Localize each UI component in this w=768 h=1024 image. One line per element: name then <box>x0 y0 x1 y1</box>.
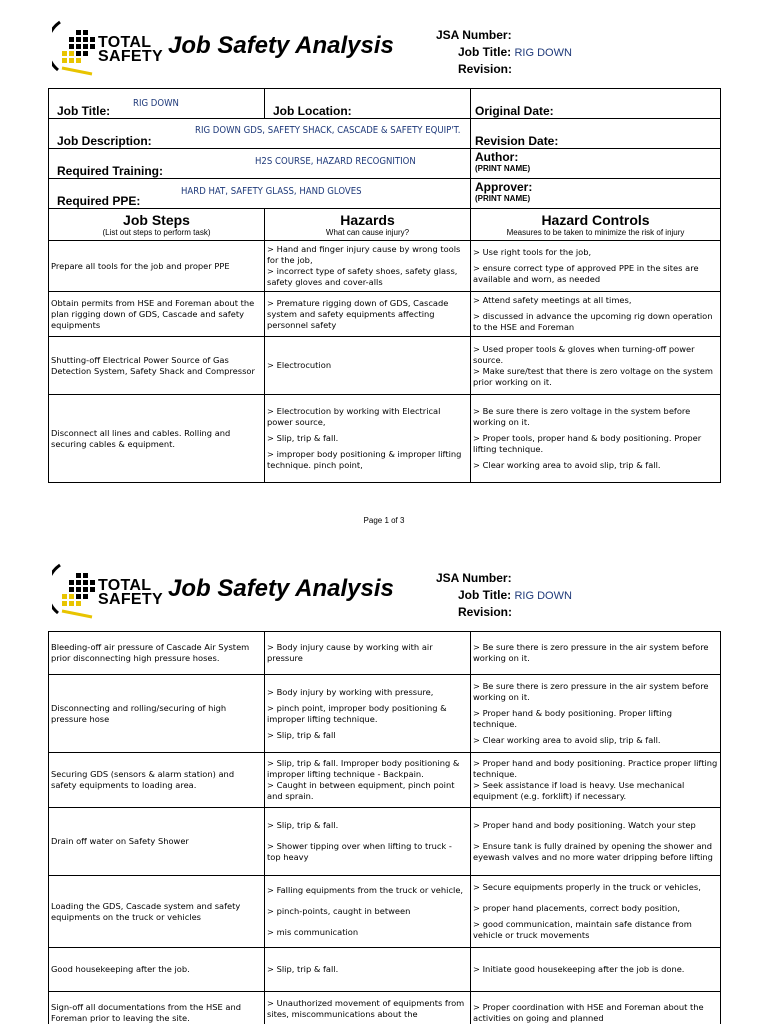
document-title: Job Safety Analysis <box>168 575 394 602</box>
hazard-item: > Electrocution <box>267 360 332 370</box>
hazards-cell <box>265 632 471 675</box>
hazard-controls-subheading: Measures to be taken to minimize the risk of injury <box>506 228 685 237</box>
hazards-cell <box>265 753 471 808</box>
required-training-value: H2S COURSE, HAZARD RECOGNITION <box>255 156 416 167</box>
job-step-cell: Securing GDS (sensors & alarm station) and safety equipments to loading area. <box>49 753 265 808</box>
hazard-item: > Premature rigging down of GDS, Cascade system and safety equipments affecting personnel safety <box>267 297 449 330</box>
hazard-item: > Electrocution by working with Electrical power source, <box>267 406 441 427</box>
control-item: > Clear working area to avoid slip, trip & fall. <box>473 735 661 745</box>
control-item: > Used proper tools & gloves when turning-off power source. <box>473 343 695 365</box>
controls-cell <box>471 395 721 483</box>
header-job-title-value: RIG DOWN <box>514 47 572 59</box>
hazards-cell <box>265 876 471 948</box>
control-item: > Proper tools, proper hand & body positioning. Proper lifting technique. <box>473 433 702 454</box>
jsa-number-label: JSA Number: <box>436 28 512 42</box>
hazard-item: > Slip, trip & fall. <box>267 820 339 830</box>
control-item: > Proper hand and body positioning. Watch your step <box>473 820 696 830</box>
header-job-title-label: Job Title: <box>458 45 512 59</box>
hazards-cell <box>265 948 471 992</box>
original-date-cell <box>471 89 721 119</box>
author-label: Author: <box>475 150 519 164</box>
required-training-cell <box>49 149 471 179</box>
logo-emblem-icon <box>52 559 100 619</box>
hazards-cell <box>265 292 471 337</box>
hazards-cell <box>265 675 471 753</box>
required-ppe-cell <box>49 179 471 209</box>
job-title-label: Job Title: <box>57 104 111 118</box>
control-item: > Proper hand & body positioning. Proper lifting technique. <box>473 708 672 729</box>
hazard-controls-heading: Hazard Controls <box>541 212 650 228</box>
hazard-item: > Slip, trip & fall <box>267 729 336 740</box>
table-row <box>49 992 721 1024</box>
hazard-item: > Caught in between equipment, pinch point and sprain. <box>267 780 455 801</box>
control-item: > discussed in advance the upcoming rig down operation to the HSE and Foreman <box>473 311 713 332</box>
required-training-label: Required Training: <box>57 164 164 178</box>
control-item: > Be sure there is zero pressure in the air system before working on it. <box>473 681 709 702</box>
control-item: > Be sure there is zero voltage in the system before working on it. <box>473 406 691 427</box>
page-number: Page 1 of 3 <box>363 516 405 525</box>
hazard-item: > pinch point, improper body positioning & improper lifting technique. <box>267 702 447 724</box>
job-description-value: RIG DOWN GDS, SAFETY SHACK, CASCADE & SAFETY EQUIP'T. <box>195 125 461 136</box>
controls-cell <box>471 292 721 337</box>
hazard-item: > Shower tipping over when lifting to truck - top heavy <box>267 841 452 862</box>
hazard-controls-header <box>471 209 721 241</box>
hazard-item: > improper body positioning & improper lifting technique. pinch point, <box>267 449 462 470</box>
revision-date-label: Revision Date: <box>475 134 559 148</box>
approver-label: Approver: <box>475 180 533 194</box>
header-job-title <box>458 588 572 602</box>
control-item: > Ensure tank is fully drained by opening the shower and eyewash valves and no more water dripping before lifting <box>473 841 713 862</box>
controls-cell <box>471 876 721 948</box>
table-row <box>49 876 721 948</box>
control-item: > ensure correct type of approved PPE in the sites are available and worn, as needed <box>473 263 699 284</box>
hazard-item: > Hand and finger injury cause by wrong tools for the job, <box>267 244 461 265</box>
job-info-table <box>48 88 721 209</box>
job-title-cell <box>49 89 265 119</box>
control-item: > Attend safety meetings at all times, <box>473 295 632 305</box>
hazard-item: > Falling equipments from the truck or vehicle, <box>267 885 464 895</box>
table-row <box>49 337 721 395</box>
hazards-header <box>265 209 471 241</box>
revision-date-cell <box>471 119 721 149</box>
table-row <box>49 808 721 876</box>
job-step-cell: Prepare all tools for the job and proper PPE <box>49 241 265 292</box>
hazard-item: > Slip, trip & fall. <box>267 964 339 974</box>
hazard-item: > Body injury by working with pressure, <box>267 686 434 697</box>
table-row <box>49 948 721 992</box>
control-item: > Proper coordination with HSE and Foreman about the activities on going and planned <box>473 1002 704 1023</box>
hazards-cell <box>265 992 471 1024</box>
table-row <box>49 675 721 753</box>
job-steps-subheading: (List out steps to perform task) <box>102 228 211 237</box>
jsa-table-page-1 <box>48 208 721 483</box>
total-safety-logo <box>48 557 163 627</box>
author-cell <box>471 149 721 179</box>
hazards-cell <box>265 395 471 483</box>
job-step-cell: Shutting-off Electrical Power Source of Gas Detection System, Safety Shack and Compressor <box>49 337 265 395</box>
control-item: > Make sure/test that there is zero voltage on the system prior working on it. <box>473 365 713 387</box>
approver-cell <box>471 179 721 209</box>
job-location-cell <box>265 89 471 119</box>
controls-cell <box>471 948 721 992</box>
controls-cell <box>471 675 721 753</box>
hazards-cell <box>265 241 471 292</box>
job-steps-header <box>49 209 265 241</box>
controls-cell <box>471 337 721 395</box>
table-row <box>49 395 721 483</box>
hazard-item: > Slip, trip & fall. <box>267 433 339 443</box>
job-steps-heading: Job Steps <box>123 212 190 228</box>
job-step-cell: Loading the GDS, Cascade system and safety equipments on the truck or vehicles <box>49 876 265 948</box>
hazards-cell <box>265 808 471 876</box>
job-description-label: Job Description: <box>57 134 152 148</box>
job-location-label: Job Location: <box>273 104 352 118</box>
hazard-item: > pinch-points, caught in between <box>267 906 411 916</box>
job-step-cell: Obtain permits from HSE and Foreman about the plan rigging down of GDS, Cascade and safety equipments <box>49 292 265 337</box>
hazard-item: > Body injury cause by working with air pressure <box>267 642 433 663</box>
controls-cell <box>471 753 721 808</box>
logo-text-safety: SAFETY <box>98 591 163 608</box>
job-description-cell <box>49 119 471 149</box>
header-job-title-value: RIG DOWN <box>514 590 572 602</box>
job-step-cell: Disconnecting and rolling/securing of high pressure hose <box>49 675 265 753</box>
hazards-cell <box>265 337 471 395</box>
table-row <box>49 753 721 808</box>
page-header <box>48 14 720 84</box>
header-job-title <box>458 45 572 59</box>
jsa-table-page-2 <box>48 631 721 1024</box>
control-item: > good communication, maintain safe distance from vehicle or truck movements <box>473 919 692 940</box>
controls-cell <box>471 808 721 876</box>
table-row <box>49 632 721 675</box>
hazards-heading: Hazards <box>340 212 395 228</box>
logo-text-safety: SAFETY <box>98 48 163 65</box>
job-step-cell: Disconnect all lines and cables. Rolling and securing cables & equipment. <box>49 395 265 483</box>
logo-text-total: TOTAL <box>98 34 152 51</box>
control-item: > proper hand placements, correct body position, <box>473 903 681 913</box>
control-item: > Be sure there is zero pressure in the air system before working on it. <box>473 642 709 663</box>
table-row <box>49 292 721 337</box>
total-safety-logo <box>48 14 163 84</box>
required-ppe-label: Required PPE: <box>57 194 141 208</box>
control-item: > Proper hand and body positioning. Practice proper lifting technique. <box>473 758 718 779</box>
job-step-cell: Good housekeeping after the job. <box>49 948 265 992</box>
job-step-cell: Drain off water on Safety Shower <box>49 808 265 876</box>
hazards-subheading: What can cause injury? <box>325 228 410 237</box>
hazard-item: > Unauthorized movement of equipments from sites, miscommunications about the <box>267 998 465 1019</box>
page-header <box>48 557 720 627</box>
controls-cell <box>471 992 721 1024</box>
hazard-item: > incorrect type of safety shoes, safety glass, safety gloves and cover-alls <box>267 266 458 287</box>
job-step-cell: Bleeding-off air pressure of Cascade Air System prior disconnecting high pressure hoses. <box>49 632 265 675</box>
required-ppe-value: HARD HAT, SAFETY GLASS, HAND GLOVES <box>181 186 362 197</box>
document-title: Job Safety Analysis <box>168 32 394 59</box>
hazard-item: > Slip, trip & fall. Improper body positioning & improper lifting technique - Backpain. <box>267 758 460 779</box>
control-item: > Initiate good housekeeping after the job is done. <box>473 964 685 974</box>
control-item: > Use right tools for the job, <box>473 247 592 257</box>
logo-text-total: TOTAL <box>98 577 152 594</box>
header-job-title-label: Job Title: <box>458 588 512 602</box>
controls-cell <box>471 632 721 675</box>
revision-label: Revision: <box>458 605 513 619</box>
control-item: > Secure equipments properly in the truck or vehicles, <box>473 882 701 892</box>
control-item: > Seek assistance if load is heavy. Use mechanical equipment (e.g. forklift) if necessary. <box>473 780 685 801</box>
approver-print-name: (PRINT NAME) <box>475 194 531 203</box>
revision-label: Revision: <box>458 62 513 76</box>
control-item: > Clear working area to avoid slip, trip & fall. <box>473 460 661 470</box>
author-print-name: (PRINT NAME) <box>475 164 531 173</box>
job-step-cell: Sign-off all documentations from the HSE and Foreman prior to leaving the site. <box>49 992 265 1024</box>
table-row <box>49 241 721 292</box>
jsa-number-label: JSA Number: <box>436 571 512 585</box>
job-title-value: RIG DOWN <box>133 98 179 109</box>
controls-cell <box>471 241 721 292</box>
original-date-label: Original Date: <box>475 104 554 118</box>
logo-emblem-icon <box>52 16 100 76</box>
hazard-item: > mis communication <box>267 927 359 937</box>
